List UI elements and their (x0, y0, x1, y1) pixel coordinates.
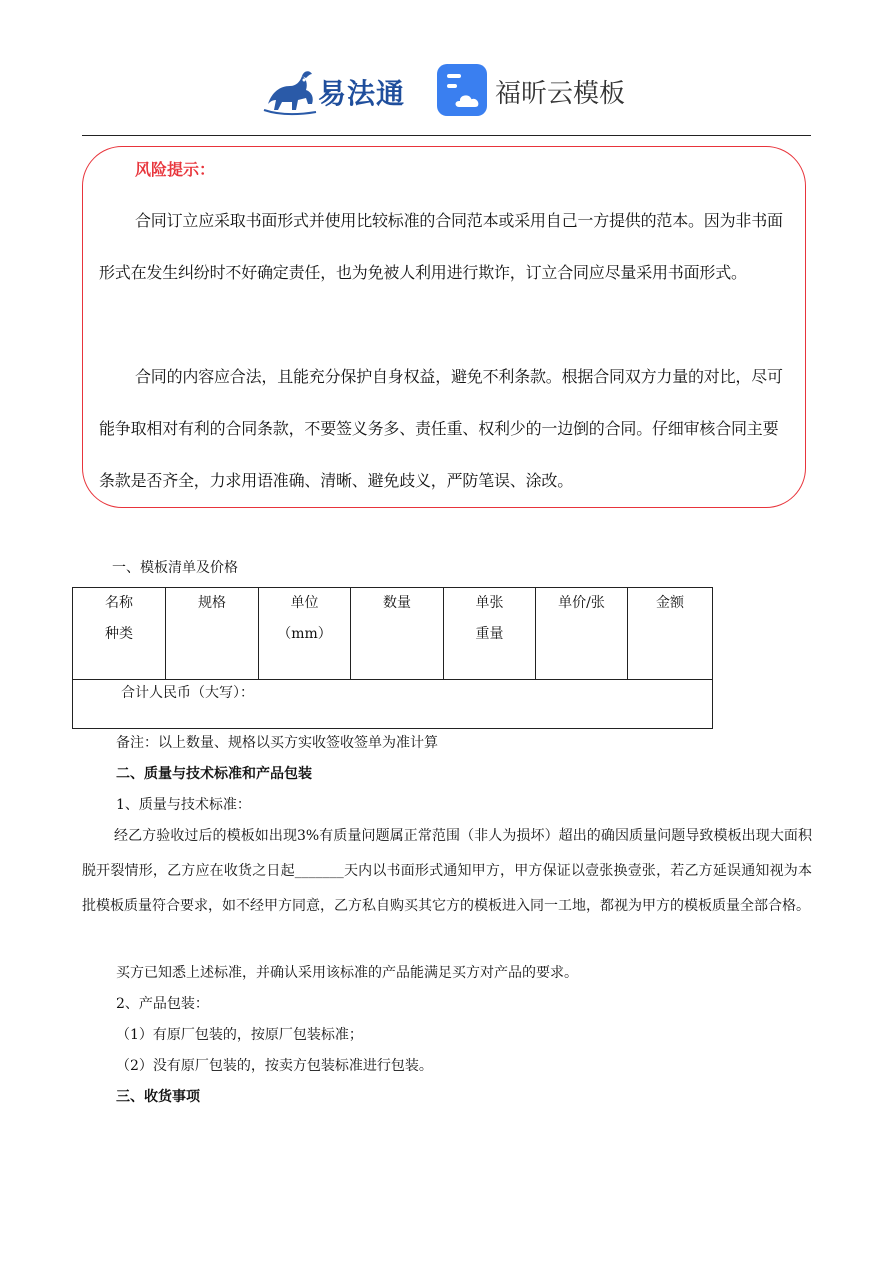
page-header (0, 58, 893, 128)
risk-warning-box (82, 146, 806, 508)
header-cell-unit: 单位 （mm） (259, 588, 351, 680)
cloud-template-icon (437, 62, 489, 118)
header-cell-spec: 规格 (166, 588, 259, 680)
yifatong-logo (262, 64, 412, 120)
header-cell-weight: 单张 重量 (444, 588, 536, 680)
logo-right-text: 福昕云模板 (495, 79, 626, 109)
section2-sub1: 1、质量与技术标准： (116, 797, 251, 813)
header-divider (82, 135, 811, 136)
table-total-row (73, 680, 713, 729)
header-cell-amount: 金额 (628, 588, 713, 680)
table-header-row (73, 588, 713, 680)
section3-heading: 三、收货事项 (116, 1089, 200, 1105)
risk-title: 风险提示： (135, 160, 216, 179)
logo-left-text: 易法通 (318, 77, 406, 110)
risk-paragraph-2: 合同的内容应合法，且能充分保护自身权益，避免不利条款。根据合同双方力量的对比，尽可能争取相对有利的合同条款，不要签义务多、责任重、权利少的一边倒的合同。仔细审核合同主要条款是否齐全，力求用语准确、清晰、避免歧义，严防笔误、涂改。 (99, 367, 783, 490)
section2-sub2: 2、产品包装： (116, 996, 209, 1012)
quality-paragraph: 经乙方验收过后的模板如出现3%有质量问题属正常范围（非人为损坏）超出的确因质量问题导致模板出现大面积脱开裂情形，乙方应在收货之日起_______天内以书面形式通知甲方，甲方保证以壹张换壹张，若乙方延误通知视为本批模板质量符合要求，如不经甲方同意，乙方私自购买其它方的模板进入同一工地，都视为甲方的模板质量全部合格。 (82, 828, 812, 914)
header-cell-unit-price: 单价/张 (536, 588, 628, 680)
section1-heading: 一、模板清单及价格 (112, 560, 238, 576)
header-cell-name: 名称 种类 (73, 588, 166, 680)
table-note: 备注：以上数量、规格以买方实收签收签单为准计算 (116, 735, 438, 751)
price-table (72, 587, 713, 729)
header-cell-quantity: 数量 (351, 588, 444, 680)
packaging-item-2: （2）没有原厂包装的，按卖方包装标准进行包装。 (116, 1058, 433, 1074)
qilin-icon (262, 64, 318, 120)
total-rmb-cell: 合计人民币（大写）： (73, 680, 713, 729)
section2-heading: 二、质量与技术标准和产品包装 (116, 766, 312, 782)
acknowledge-paragraph: 买方已知悉上述标准，并确认采用该标准的产品能满足买方对产品的要求。 (116, 965, 578, 981)
packaging-item-1: （1）有原厂包装的，按原厂包装标准； (116, 1027, 363, 1043)
risk-paragraph-1: 合同订立应采取书面形式并使用比较标准的合同范本或采用自己一方提供的范本。因为非书面形式在发生纠纷时不好确定责任，也为免被人利用进行欺诈，订立合同应尽量采用书面形式。 (99, 211, 783, 282)
fuxin-logo (437, 62, 637, 122)
